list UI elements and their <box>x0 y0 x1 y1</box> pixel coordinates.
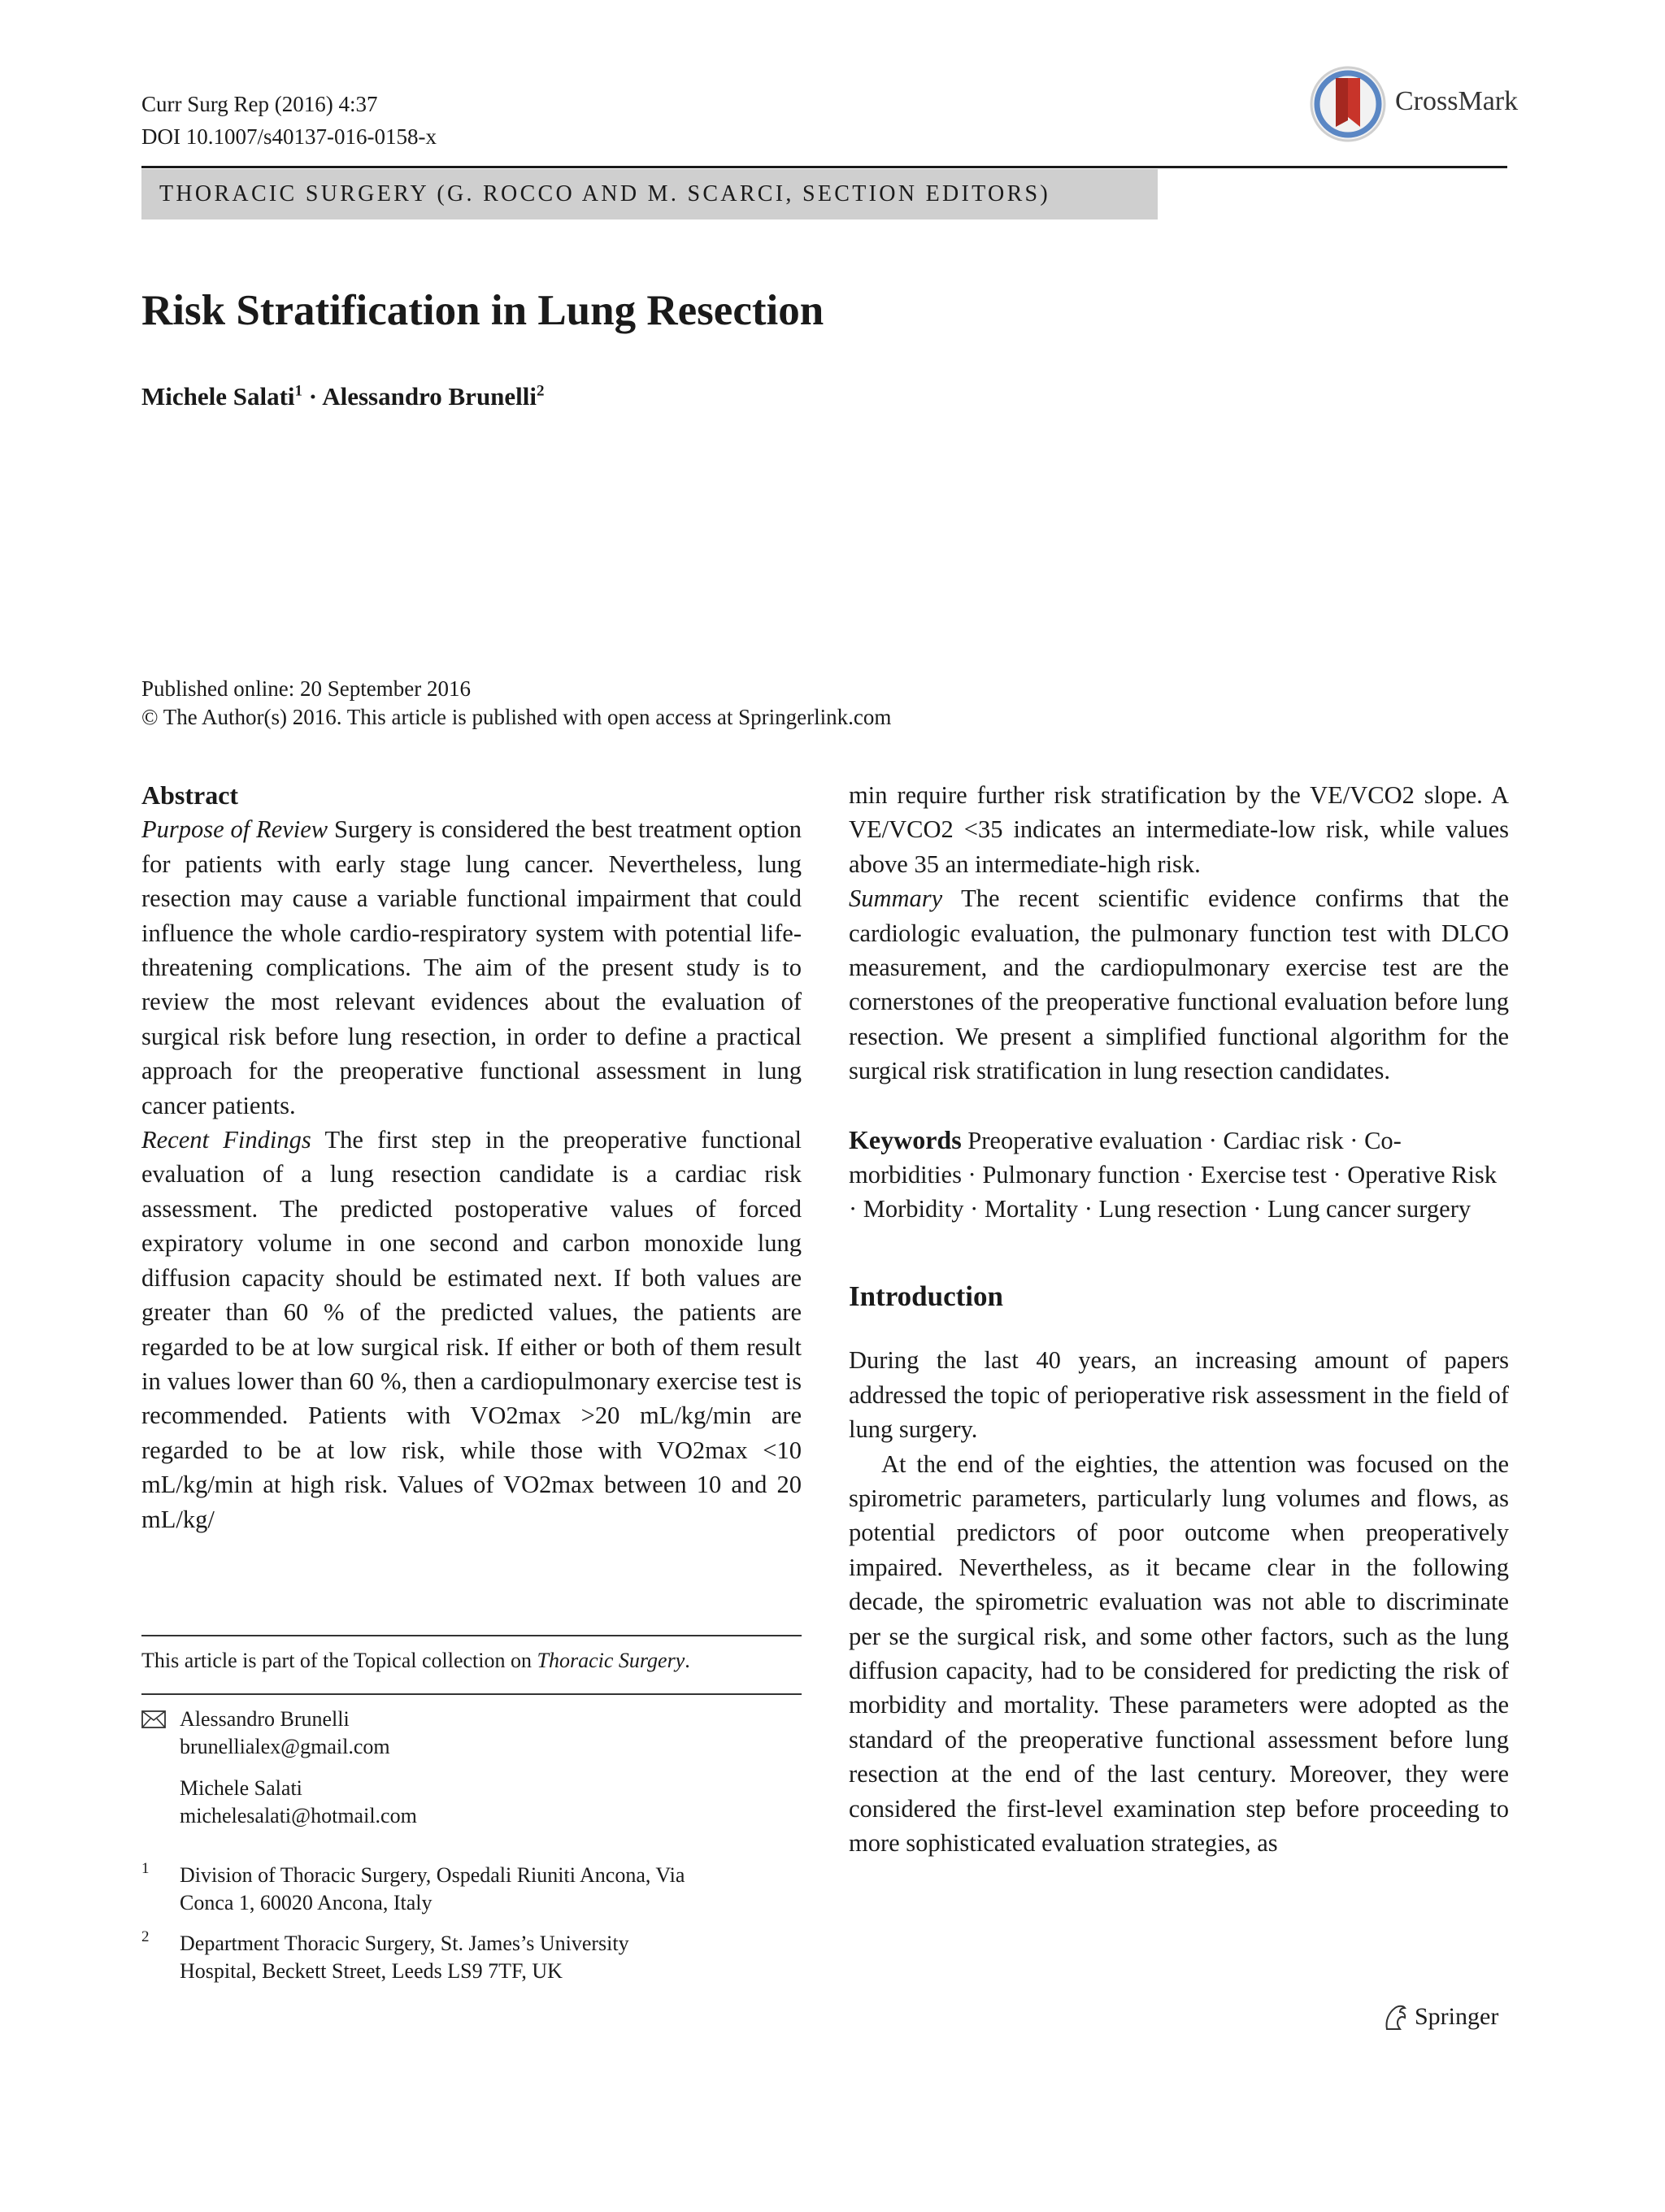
author-separator: · <box>302 382 323 411</box>
topical-collection-name: Thoracic Surgery <box>537 1649 685 1672</box>
affiliation-line: Hospital, Beckett Street, Leeds LS9 7TF, UK <box>180 1959 563 1983</box>
envelope-icon <box>141 1710 166 1728</box>
corresponding-author <box>180 1706 390 1761</box>
doi[interactable]: DOI 10.1007/s40137-016-0158-x <box>141 124 437 149</box>
contact-email[interactable]: michelesalati@hotmail.com <box>180 1804 417 1827</box>
affiliation-number: 2 <box>141 1928 150 1945</box>
topical-collection-note <box>141 1649 690 1673</box>
author-name[interactable]: Michele Salati <box>141 382 295 411</box>
summary-label: Summary <box>849 884 943 913</box>
publisher-logo[interactable] <box>1382 2000 1512 2036</box>
keywords-text: Preoperative evaluation · Cardiac risk · Co-morbidities · Pulmonary function · Exercise test · Operative Risk · Morbidity · Mortality · Lung resection · Lung cancer surgery <box>849 1126 1498 1223</box>
affiliation-marker: 2 <box>537 382 545 400</box>
findings-text: The first step in the preoperative functional evaluation of a lung resection candidate is a cardiac risk assessment. The predicted postoperative values of forced expiratory volume in one second and carbon monoxide lung diffusion capacity should be estimated next. If both values are greater than 60 % of the predicted values, the patients are regarded to be at low surgical risk. If either or both of them result in values lower than 60 %, then a cardiopulmonary exercise test is recommended. Patients with VO2max >20 mL/kg/min are regarded to be at low risk, while those with VO2max <10 mL/kg/min at high risk. Values of VO2max between 10 and 20 mL/kg/ <box>141 1126 802 1533</box>
footnote-rule <box>141 1693 802 1695</box>
author-name[interactable]: Alessandro Brunelli <box>322 382 537 411</box>
affiliation-line: Department Thoracic Surgery, St. James’s University <box>180 1932 629 1955</box>
keywords-label: Keywords <box>849 1124 962 1154</box>
footnote-rule <box>141 1635 802 1636</box>
affiliation-1 <box>180 1862 685 1917</box>
affiliation-number: 1 <box>141 1860 150 1877</box>
findings-continued: min require further risk stratification by the VE/VCO2 slope. A VE/VCO2 <35 indicates an intermediate-low risk, while values above 35 an intermediate-high risk. <box>849 781 1509 878</box>
intro-paragraph-1: During the last 40 years, an increasing amount of papers addressed the topic of perioperative risk assessment in the field of lung surgery. <box>849 1346 1509 1444</box>
springer-horse-icon <box>1382 2003 1410 2032</box>
left-column <box>141 778 802 1536</box>
crossmark-icon <box>1309 65 1387 143</box>
abstract-heading: Abstract <box>141 780 239 810</box>
intro-paragraph-2: At the end of the eighties, the attention was focused on the spirometric parameters, particularly lung volumes and flows, as potential predictors of poor outcome when preoperatively impaired. Nevertheless, as it became clear in the following decade, the spirometric evaluation was not able to discriminate per se the surgical risk, and some other factors, such as the lung diffusion capacity, had to be considered for predicting the risk of morbidity and mortality. These parameters were adopted as the standard of the preoperative functional assessment before lung resection at the end of the last century. Moreover, they were considered the first-level examination step before proceeding to more sophisticated evaluation strategies, as <box>849 1449 1509 1857</box>
right-column <box>849 778 1509 1860</box>
contact-name: Michele Salati <box>180 1776 302 1800</box>
affiliation-line: Conca 1, 60020 Ancona, Italy <box>180 1891 433 1914</box>
abstract-findings <box>141 1123 802 1536</box>
purpose-label: Purpose of Review <box>141 815 328 844</box>
journal-name: Curr Surg Rep (2016) 4:37 <box>141 92 378 116</box>
crossmark-badge[interactable] <box>1309 65 1519 146</box>
affiliation-2 <box>180 1930 629 1985</box>
section-band: THORACIC SURGERY (G. ROCCO AND M. SCARCI, SECTION EDITORS) <box>141 169 1158 219</box>
abstract-summary <box>849 881 1509 1088</box>
published-date: Published online: 20 September 2016 <box>141 676 471 701</box>
coauthor-contact <box>180 1775 417 1830</box>
header-rule <box>141 166 1507 168</box>
publisher-name: Springer <box>1415 2003 1499 2030</box>
keywords <box>849 1123 1509 1227</box>
article-title: Risk Stratification in Lung Resection <box>141 287 824 334</box>
copyright-line: © The Author(s) 2016. This article is published with open access at Springerlink.com <box>141 705 892 729</box>
crossmark-label: CrossMark <box>1395 86 1519 116</box>
summary-text: The recent scientific evidence confirms that the cardiologic evaluation, the pulmonary function test with DLCO measurement, and the cardiopulmonary exercise test are the cornerstones of the preoperative functional evaluation before lung resection. We present a simplified functional algorithm for the surgical risk stratification in lung resection candidates. <box>849 884 1509 1085</box>
abstract-purpose <box>141 812 802 1123</box>
journal-citation <box>141 88 437 153</box>
topical-suffix: . <box>685 1649 690 1672</box>
publication-info <box>141 675 891 732</box>
contact-email[interactable]: brunellialex@gmail.com <box>180 1735 390 1758</box>
contact-name: Alessandro Brunelli <box>180 1707 350 1731</box>
author-list <box>141 382 545 411</box>
topical-prefix: This article is part of the Topical collection on <box>141 1649 537 1672</box>
introduction-heading: Introduction <box>849 1280 1003 1312</box>
affiliation-marker: 1 <box>294 382 303 400</box>
findings-label: Recent Findings <box>141 1126 311 1154</box>
purpose-text: Surgery is considered the best treatment option for patients with early stage lung cancer. Nevertheless, lung resection may cause a variable functional impairment that could influence the whole cardio-respiratory system with potential life-threatening complications. The aim of the present study is to review the most relevant evidences about the evaluation of surgical risk before lung resection, in order to define a practical approach for the preoperative functional assessment in lung cancer patients. <box>141 815 802 1119</box>
affiliation-line: Division of Thoracic Surgery, Ospedali Riuniti Ancona, Via <box>180 1863 685 1887</box>
